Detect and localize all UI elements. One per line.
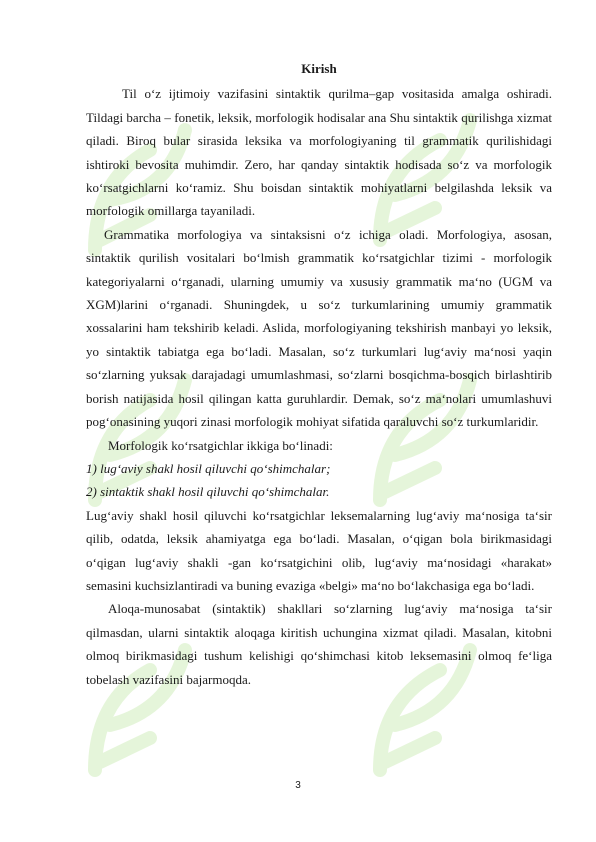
document-page (86, 57, 552, 691)
page-title: Kirish (301, 61, 337, 76)
paragraph-intro: Til o‘z ijtimoiy vazifasini sintaktik qurilma–gap vositasida amalga oshiradi. Tildagi barcha – fonetik, leksik, morfologik hodisalar ana Shu sintaktik qurilishga xizmat qiladi. Biroq bular sirasida leksika va morfologiyaning til grammatik qurilishidagi ishtiroki bevosita muhimdir. Zero, har qanday sintaktik hodisada so‘z va morfologik ko‘rsatgichlarni ko‘ramiz. Shu boisdan sintaktik mohiyatlarni belgilashda leksik va morfologik omillarga tayaniladi. (86, 86, 552, 219)
paragraph-indicators: Morfologik ko‘rsatgichlar ikkiga bo‘linadi: (108, 437, 333, 453)
paragraph-syntactic-form: Aloqa-munosabat (sintaktik) shakllari so‘zlarning lug‘aviy ma‘nosiga ta‘sir qilmasdan, ularni sintaktik aloqaga kiritish uchungina xizmat qiladi. Masalan, kitobni olmoq birikmasidagi tushum kelishigi qo‘shimchasi kitob leksemasini olmoq fe‘liga tobelash vazifasini bajarmoqda. (86, 601, 552, 687)
paragraph-grammar: Grammatika morfologiya va sintaksisni o‘z ichiga oladi. Morfologiya, asosan, sintaktik qurilish vositalari bo‘lmish grammatik ko‘rsatgichlar tizimi - morfologik kategoriyalarni o‘rganadi, ularning umumiy va xususiy grammatik ma‘no (UGM va XGM)larini o‘rganadi. Shuningdek, u so‘z turkumlarining umumiy grammatik xossalarini ham tekshirib keladi. Aslida, morfologiyaning tekshirish manbayi yo leksik, yo sintaktik tabiatga ega bo‘ladi. Masalan, so‘z turkumlari lug‘aviy ma‘nosi yaqin so‘zlarning yuksak darajadagi umumlashmasi, so‘zlarni bosqichma-bosqich birlashtirib borish natijasida hosil qilingan katta guruhlardir. Demak, so‘z ma‘nolari umumlashuvi pog‘onasining yuqori zinasi morfologik mohiyat sifatida qaraluvchi so‘z turkumlaridir. (86, 226, 552, 430)
list-item-1: 1) lug‘aviy shakl hosil qiluvchi qo‘shimchalar; (86, 460, 331, 476)
list-item-2: 2) sintaktik shakl hosil qiluvchi qo‘shimchalar. (86, 484, 330, 500)
paragraph-lexical-form: Lug‘aviy shakl hosil qiluvchi ko‘rsatgichlar leksemalarning lug‘aviy ma‘nosiga ta‘sir qilib, odatda, leksik ahamiyatga ega bo‘ladi. Masalan, o‘qigan bola birikmasidagi o‘qigan lug‘aviy shakli -gan ko‘rsatgichini olib, lug‘aviy ma‘nosidagi «harakat» semasini kuchsizlantiradi va buning evaziga «belgi» ma‘no bo‘lakchasiga ega bo‘ladi. (86, 507, 552, 593)
page-number: 3 (295, 780, 301, 791)
